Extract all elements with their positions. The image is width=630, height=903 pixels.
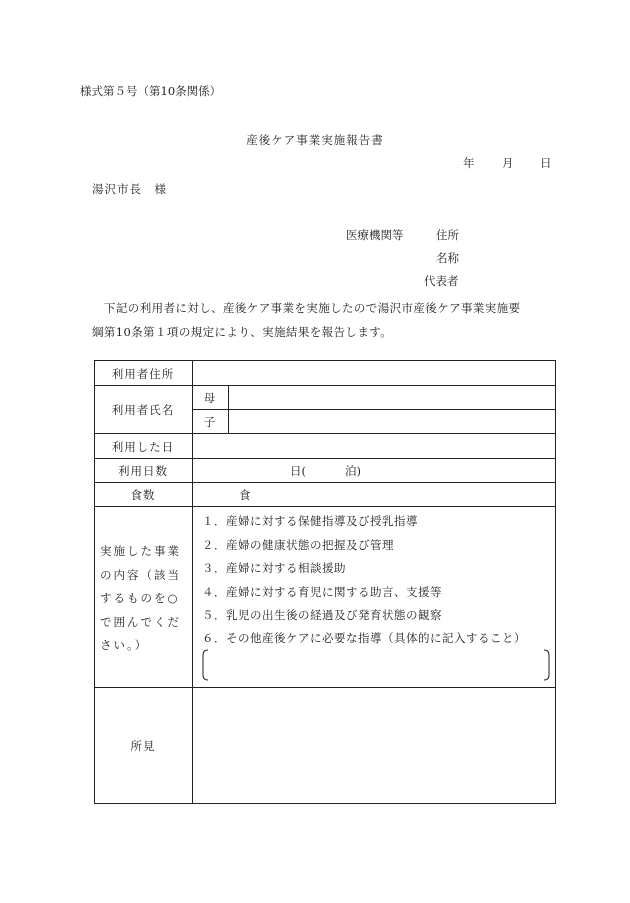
- days-label: 利用日数: [118, 464, 168, 478]
- table-row-divider: [192, 409, 228, 410]
- content-item-2: ２．産婦の健康状態の把握及び管理: [202, 538, 394, 552]
- content-item-5: ５．乳児の出生後の経過及び発育状態の観察: [202, 608, 442, 622]
- body-text: [92, 296, 562, 344]
- days-unit: 日(: [290, 464, 306, 478]
- child-label: 子: [203, 415, 217, 429]
- content-label: 実施した事業の内容（該当するものを○で囲んでください。）: [100, 544, 181, 652]
- date-year-label: 年: [463, 156, 475, 170]
- findings-label: 所見: [130, 739, 156, 753]
- addressee: 湯沢市長 様: [92, 182, 167, 196]
- institution-address-label: 住所: [436, 228, 459, 242]
- table-row-divider: [94, 385, 556, 386]
- body-text-line-1: 下記の利用者に対し、産後ケア事業を実施したので湯沢市産後ケア事業実施要: [104, 301, 521, 315]
- address-label: 利用者住所: [111, 367, 175, 381]
- form-number: 様式第５号（第10条関係）: [80, 84, 222, 98]
- content-item-3: ３．産婦に対する相談援助: [202, 561, 346, 575]
- table-row-divider: [94, 482, 556, 483]
- meals-unit: 食: [239, 488, 251, 502]
- table-row-divider: [94, 433, 556, 434]
- meals-label: 食数: [130, 488, 156, 502]
- date-day-label: 日: [540, 156, 552, 170]
- institution-representative-label: 代表者: [424, 274, 459, 288]
- mother-label: 母: [203, 391, 217, 405]
- body-text-line-2: 綱第10条第１項の規定により、実施結果を報告します。: [92, 325, 393, 339]
- content-item-1: １．産婦に対する保健指導及び授乳指導: [202, 514, 418, 528]
- table-row-divider: [94, 687, 556, 688]
- date-month-label: 月: [502, 156, 514, 170]
- page-title: 産後ケア事業実施報告書: [246, 133, 384, 147]
- table-row-divider: [94, 458, 556, 459]
- content-item-4: ４．産婦に対する育児に関する助言、支援等: [202, 585, 442, 599]
- used-date-label: 利用した日: [111, 440, 175, 454]
- institution-name-label: 名称: [436, 251, 459, 265]
- content-item-6: ６．その他産後ケアに必要な指導（具体的に記入すること）: [202, 631, 526, 645]
- other-details-bracket: [200, 648, 552, 682]
- nights-unit: 泊): [345, 464, 361, 478]
- name-label: 利用者氏名: [111, 403, 175, 417]
- table-row-divider: [228, 409, 556, 410]
- institution-label: 医療機関等: [346, 228, 404, 242]
- table-row-divider: [94, 506, 556, 507]
- table-column-divider: [228, 385, 229, 433]
